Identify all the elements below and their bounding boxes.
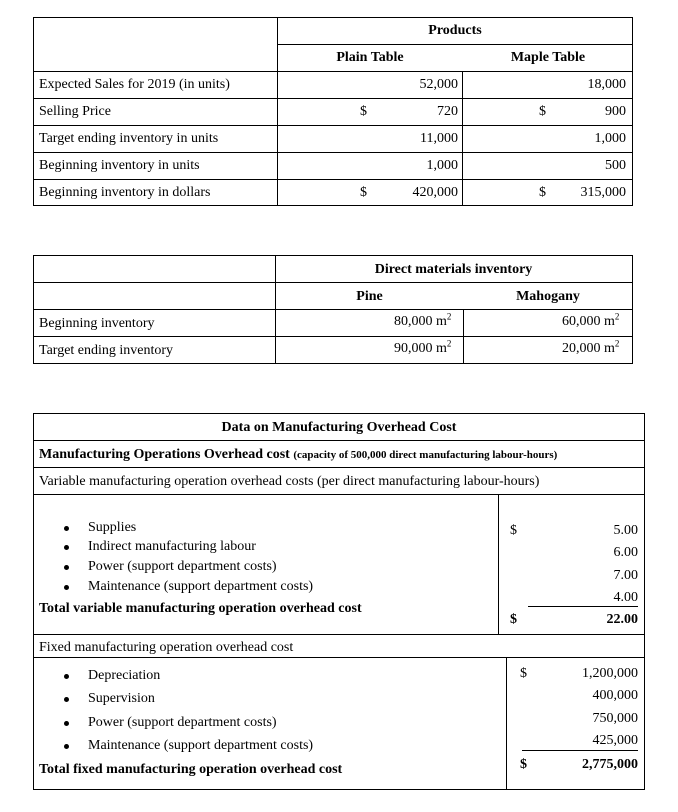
fixed-value-supervision: 400,000	[592, 688, 638, 703]
fixed-item-maintenance: Maintenance (support department costs)	[88, 738, 314, 753]
bullet-icon	[64, 585, 69, 590]
direct-materials-title: Direct materials inventory	[374, 262, 533, 277]
bullet-icon	[64, 565, 69, 570]
fixed-currency: $	[520, 666, 527, 681]
overhead-subtitle: Manufacturing Operations Overhead cost (capacity of 500,000 direct manufacturing labour-hours)	[39, 447, 558, 462]
pine-beginning-inventory: 80,000 $m^2$	[394, 311, 452, 329]
variable-total-value: 22.00	[606, 612, 638, 627]
fixed-item-depreciation: Depreciation	[88, 668, 161, 683]
variable-item-power: Power (support department costs)	[88, 559, 277, 574]
mahogany-beginning-inventory: 60,000 $m^2$	[562, 311, 620, 329]
bullet-icon	[64, 526, 69, 531]
plain-expected-sales: 52,000	[419, 77, 458, 92]
plain-beginning-dollars-currency: $	[360, 185, 367, 200]
variable-item-supplies: Supplies	[88, 520, 137, 535]
fixed-value-depreciation: 1,200,000	[582, 666, 638, 681]
maple-beginning-units: 500	[605, 158, 626, 173]
overhead-title: Data on Manufacturing Overhead Cost	[221, 420, 457, 435]
bullet-icon	[64, 674, 69, 679]
bullet-icon	[64, 744, 69, 749]
variable-item-maintenance: Maintenance (support department costs)	[88, 579, 314, 594]
plain-selling-price: 720	[437, 104, 458, 119]
maple-beginning-dollars-currency: $	[539, 185, 546, 200]
variable-value-indirect-labour: 6.00	[613, 545, 638, 560]
row-label-target-ending-inventory: Target ending inventory	[39, 343, 174, 358]
row-label-beginning-units: Beginning inventory in units	[39, 158, 200, 173]
bullet-icon	[64, 721, 69, 726]
products-header: Products	[428, 23, 482, 38]
variable-value-power: 7.00	[613, 568, 638, 583]
fixed-item-supervision: Supervision	[88, 691, 155, 706]
plain-beginning-dollars: 420,000	[412, 185, 458, 200]
bullet-icon	[64, 697, 69, 702]
variable-total-currency: $	[510, 612, 517, 627]
fixed-total-label: Total fixed manufacturing operation overhead cost	[39, 762, 343, 777]
variable-total-label: Total variable manufacturing operation overhead cost	[39, 601, 362, 616]
row-label-beginning-dollars: Beginning inventory in dollars	[39, 185, 211, 200]
fixed-value-maintenance: 425,000	[592, 733, 638, 748]
maple-beginning-dollars: 315,000	[580, 185, 626, 200]
variable-value-supplies: 5.00	[613, 523, 638, 538]
mahogany-header: Mahogany	[516, 289, 580, 304]
fixed-total-value: 2,775,000	[582, 757, 638, 772]
plain-beginning-units: 1,000	[426, 158, 458, 173]
variable-header: Variable manufacturing operation overhead costs (per direct manufacturing labour-hours)	[39, 474, 540, 489]
plain-target-ending-units: 11,000	[420, 131, 458, 146]
row-label-expected-sales: Expected Sales for 2019 (in units)	[39, 77, 230, 92]
row-label-selling-price: Selling Price	[39, 104, 111, 119]
fixed-total-currency: $	[520, 757, 527, 772]
fixed-value-power: 750,000	[592, 711, 638, 726]
plain-table-header: Plain Table	[336, 50, 404, 65]
maple-selling-price: 900	[605, 104, 626, 119]
pine-header: Pine	[356, 289, 383, 304]
maple-target-ending-units: 1,000	[594, 131, 626, 146]
bullet-icon	[64, 545, 69, 550]
fixed-item-power: Power (support department costs)	[88, 715, 277, 730]
row-label-beginning-inventory: Beginning inventory	[39, 316, 155, 331]
mahogany-target-ending-inventory: 20,000 $m^2$	[562, 338, 620, 356]
fixed-header: Fixed manufacturing operation overhead cost	[39, 640, 294, 655]
maple-expected-sales: 18,000	[587, 77, 626, 92]
variable-value-maintenance: 4.00	[613, 590, 638, 605]
maple-table-header: Maple Table	[510, 50, 586, 65]
plain-selling-price-currency: $	[360, 104, 367, 119]
maple-selling-price-currency: $	[539, 104, 546, 119]
pine-target-ending-inventory: 90,000 $m^2$	[394, 338, 452, 356]
row-label-target-ending-units: Target ending inventory in units	[39, 131, 219, 146]
variable-currency: $	[510, 523, 517, 538]
variable-item-indirect-labour: Indirect manufacturing labour	[88, 539, 256, 554]
